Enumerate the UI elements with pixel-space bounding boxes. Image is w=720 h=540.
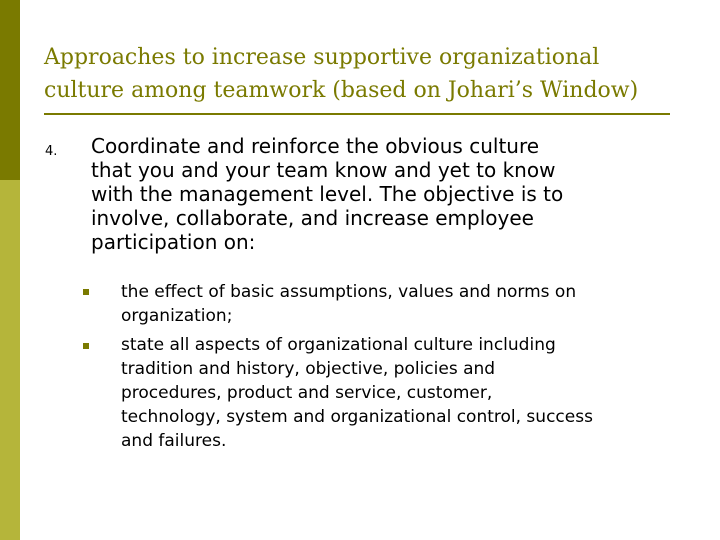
item-paragraph-line: involve, collaborate, and increase employee bbox=[91, 206, 534, 230]
sub-bullet-line: technology, system and organizational control, success bbox=[121, 407, 593, 427]
square-bullet-icon bbox=[83, 289, 89, 295]
slide-title-line: culture among teamwork (based on Johari’s Window) bbox=[44, 78, 639, 103]
side-bar-accent-top bbox=[0, 0, 20, 180]
item-number: 4. bbox=[45, 144, 58, 159]
sub-bullet-item bbox=[121, 280, 691, 328]
item-paragraph-line: participation on: bbox=[91, 230, 256, 254]
sub-bullet-line: the effect of basic assumptions, values and norms on bbox=[121, 282, 577, 302]
title-divider bbox=[44, 113, 670, 115]
item-paragraph-line: Coordinate and reinforce the obvious culture bbox=[91, 134, 540, 158]
item-paragraph bbox=[91, 134, 691, 254]
side-bar-accent-bottom bbox=[0, 180, 20, 540]
slide-title-line: Approaches to increase supportive organizational bbox=[44, 45, 600, 70]
item-paragraph-line: with the management level. The objective is to bbox=[91, 182, 564, 206]
item-paragraph-line: that you and your team know and yet to know bbox=[91, 158, 556, 182]
sub-bullet-line: and failures. bbox=[121, 431, 227, 451]
square-bullet-icon bbox=[83, 343, 89, 349]
slide-title bbox=[44, 41, 704, 107]
sub-bullet-item bbox=[121, 333, 691, 453]
sub-bullet-line: procedures, product and service, customer, bbox=[121, 383, 493, 403]
sub-bullet-line: state all aspects of organizational culture including bbox=[121, 335, 556, 355]
sub-bullet-line: organization; bbox=[121, 306, 233, 326]
sub-bullet-line: tradition and history, objective, policies and bbox=[121, 359, 496, 379]
